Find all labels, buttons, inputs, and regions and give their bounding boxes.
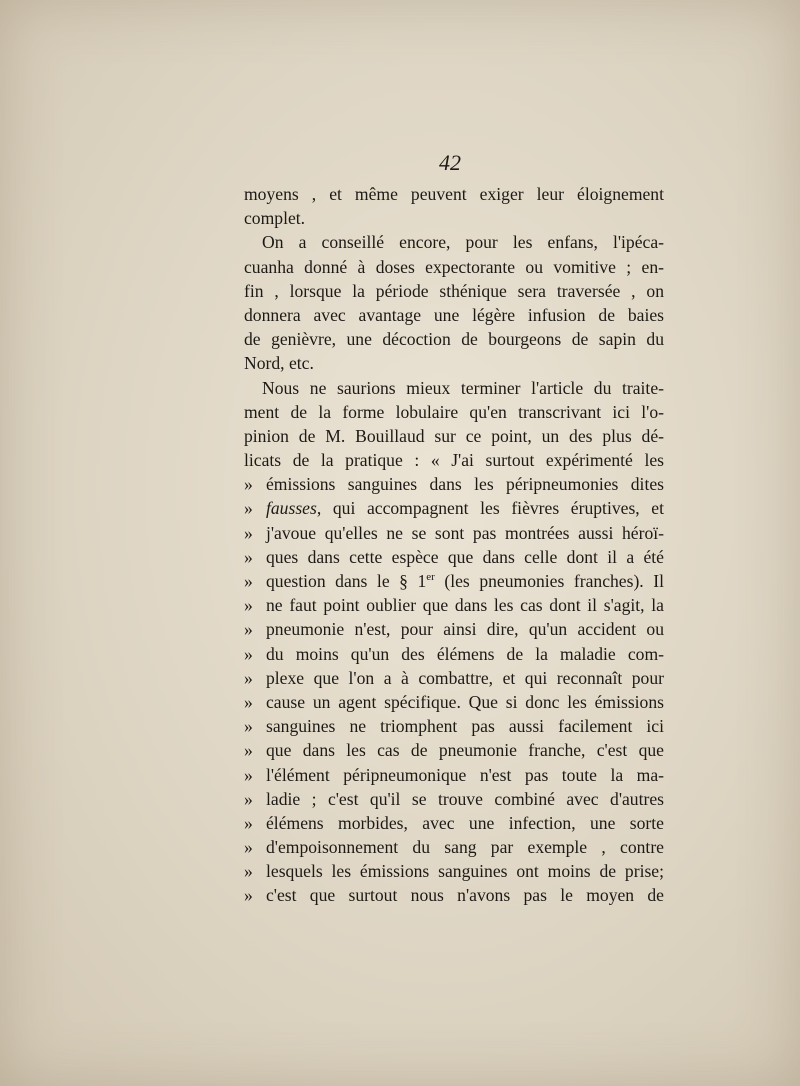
- line-text-main: pneumonie n'est, pour ainsi dire, qu'un accident ou: [266, 619, 664, 640]
- line-text: [244, 351, 664, 375]
- line-text-main: émissions sanguines dans les péripneumonies dites: [266, 474, 664, 495]
- line-text: [266, 859, 664, 883]
- quote-mark: »: [244, 764, 253, 785]
- text-line: [244, 617, 664, 641]
- line-text-main: licats de la pratique : « J'ai surtout expérimenté les: [244, 450, 664, 471]
- superscript: er: [426, 571, 435, 584]
- text-line: [244, 835, 664, 859]
- line-text: [266, 472, 664, 496]
- quote-mark: »: [244, 788, 253, 809]
- line-text: [262, 230, 664, 254]
- line-text-main: du moins qu'un des élémens de la maladie com-: [266, 643, 664, 664]
- line-text: [266, 738, 664, 762]
- line-text-main: de genièvre, une décoction de bourgeons de sapin du: [244, 329, 664, 350]
- line-text-main: j'avoue qu'elles ne se sont pas montrées aussi héroï-: [266, 522, 664, 543]
- line-text-main: cause un agent spécifique. Que si donc les émissions: [266, 691, 664, 712]
- line-text: [266, 787, 664, 811]
- line-text-main: d'empoisonnement du sang par exemple , contre: [266, 837, 664, 858]
- text-line: [244, 569, 664, 593]
- text-line: [244, 327, 664, 351]
- text-line: [244, 593, 664, 617]
- line-text-main: Nous ne saurions mieux terminer l'article du traite-: [262, 377, 664, 398]
- italic-word: fausses: [266, 498, 317, 519]
- quote-mark: »: [244, 498, 253, 519]
- text-line: [244, 811, 664, 835]
- text-line: [244, 496, 664, 520]
- line-text-main: (les pneumonies franches). Il: [434, 571, 664, 591]
- line-text: [266, 569, 664, 593]
- line-text: [244, 255, 664, 279]
- line-text: [266, 642, 664, 666]
- quote-mark: »: [244, 716, 253, 737]
- line-text: [244, 279, 664, 303]
- text-line: [244, 376, 664, 400]
- quote-mark: »: [244, 571, 253, 591]
- line-text-main: cuanha donné à doses expectorante ou vomitive ; en-: [244, 256, 664, 277]
- text-line: [244, 255, 664, 279]
- page-number: 42: [439, 150, 461, 175]
- line-text: [266, 545, 664, 569]
- quote-mark: »: [244, 691, 253, 712]
- line-text: [266, 835, 664, 859]
- text-line: [244, 521, 664, 545]
- quote-mark: »: [244, 595, 253, 616]
- quote-mark: »: [244, 885, 253, 906]
- text-line: [244, 206, 664, 230]
- line-text-main: ment de la forme lobulaire qu'en transcrivant ici l'o-: [244, 401, 664, 422]
- text-line: [244, 859, 664, 883]
- line-text: [266, 593, 664, 617]
- line-text-main: Nord, etc.: [244, 353, 314, 374]
- line-text: [266, 617, 664, 641]
- line-text-main: fin , lorsque la période sthénique sera traversée , on: [244, 280, 664, 301]
- line-text-main: l'élément péripneumonique n'est pas toute la ma-: [266, 764, 664, 785]
- text-line: [244, 279, 664, 303]
- text-line: [244, 230, 664, 254]
- line-text-main: c'est que surtout nous n'avons pas le moyen de: [266, 885, 664, 906]
- quote-mark: »: [244, 522, 253, 543]
- line-text: [266, 521, 664, 545]
- line-text: [244, 424, 664, 448]
- line-text: [266, 714, 664, 738]
- line-text: [266, 690, 664, 714]
- text-line: [244, 690, 664, 714]
- quote-mark: »: [244, 667, 253, 688]
- text-line: [244, 763, 664, 787]
- line-text-main: sanguines ne triomphent pas aussi facilement ici: [266, 716, 664, 737]
- quote-mark: »: [244, 643, 253, 664]
- line-text: [266, 811, 664, 835]
- body-text: [244, 182, 664, 908]
- quote-mark: »: [244, 861, 253, 882]
- line-text: [266, 496, 664, 520]
- line-text-main: , qui accompagnent les fièvres éruptives, et: [316, 498, 664, 519]
- line-text-main: complet.: [244, 208, 306, 229]
- quote-mark: »: [244, 546, 253, 567]
- text-line: [244, 642, 664, 666]
- text-line: [244, 182, 664, 206]
- quote-mark: »: [244, 812, 253, 833]
- text-line: [244, 787, 664, 811]
- line-text: [266, 763, 664, 787]
- text-line: [244, 738, 664, 762]
- line-text-main: lesquels les émissions sanguines ont moins de prise;: [266, 861, 664, 882]
- text-line: [244, 400, 664, 424]
- line-text-main: moyens , et même peuvent exiger leur éloignement: [244, 184, 664, 204]
- line-text-main: que dans les cas de pneumonie franche, c'est que: [266, 740, 664, 761]
- line-text-before: question dans le § 1: [266, 571, 427, 591]
- line-text: [244, 206, 664, 230]
- text-line: [244, 883, 664, 907]
- line-text: [244, 303, 664, 327]
- line-text-main: pinion de M. Bouillaud sur ce point, un des plus dé-: [244, 425, 664, 446]
- line-text-main: On a conseillé encore, pour les enfans, l'ipéca-: [262, 232, 664, 253]
- text-line: [244, 351, 664, 375]
- line-text: [266, 883, 664, 907]
- quote-mark: »: [244, 837, 253, 858]
- line-text: [244, 400, 664, 424]
- line-text: [244, 448, 664, 472]
- text-line: [244, 448, 664, 472]
- line-text-main: ques dans cette espèce que dans celle dont il a été: [266, 546, 664, 567]
- line-text-main: ne faut point oublier que dans les cas dont il s'agit, la: [266, 595, 664, 616]
- line-text: [262, 376, 664, 400]
- line-text-main: plexe que l'on a à combattre, et qui reconnaît pour: [266, 667, 664, 688]
- text-line: [244, 303, 664, 327]
- line-text: [244, 182, 664, 206]
- line-text-main: donnera avec avantage une légère infusion de baies: [244, 304, 664, 325]
- text-line: [244, 545, 664, 569]
- line-text-main: ladie ; c'est qu'il se trouve combiné avec d'autres: [266, 788, 664, 809]
- text-line: [244, 472, 664, 496]
- quote-mark: »: [244, 619, 253, 640]
- line-text: [266, 666, 664, 690]
- text-line: [244, 424, 664, 448]
- text-line: [244, 714, 664, 738]
- text-line: [244, 666, 664, 690]
- line-text: [244, 327, 664, 351]
- quote-mark: »: [244, 740, 253, 761]
- quote-mark: »: [244, 474, 253, 495]
- line-text-main: élémens morbides, avec une infection, une sorte: [266, 812, 664, 833]
